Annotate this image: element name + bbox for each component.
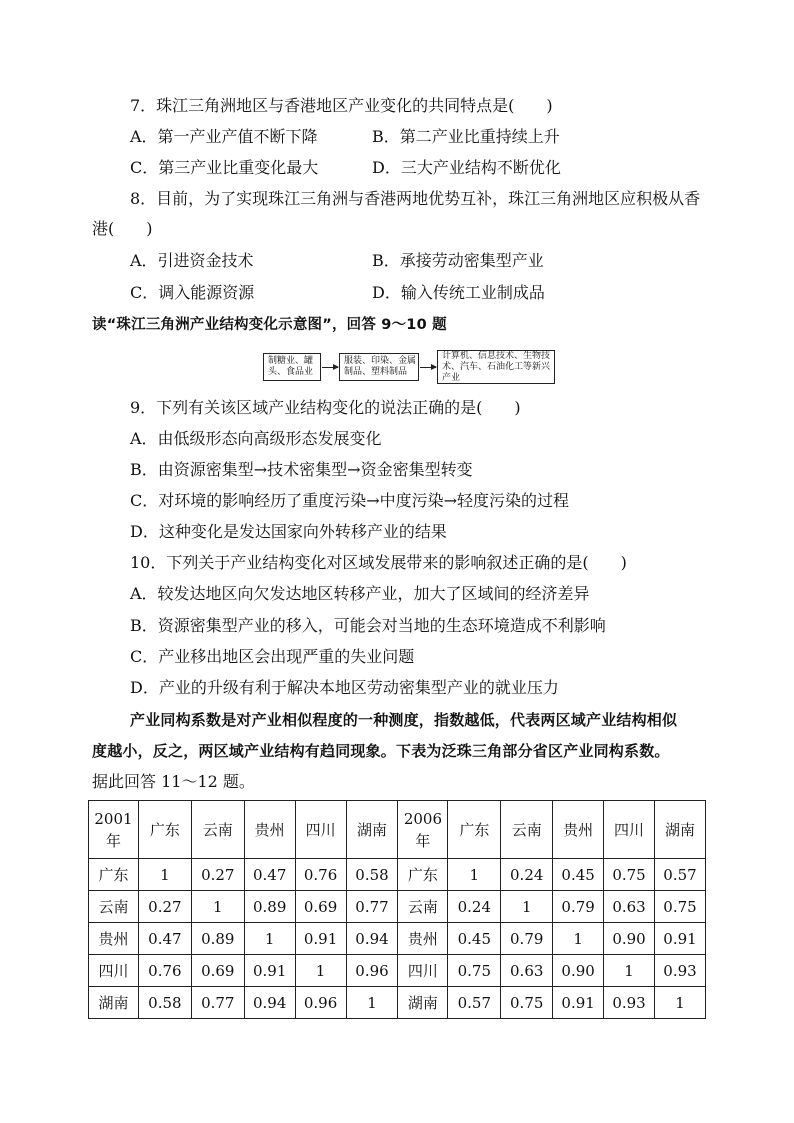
cell-2001: 0.58 <box>346 859 398 891</box>
cell-2006: 0.75 <box>448 955 501 987</box>
year-2006-header <box>398 801 448 859</box>
year-2001-header <box>89 801 139 859</box>
cell-2006: 0.75 <box>654 891 705 923</box>
cell-2001: 0.47 <box>138 923 191 955</box>
cell-2006: 0.63 <box>604 891 655 923</box>
col-header-2006: 贵州 <box>553 801 604 859</box>
cell-2001: 0.69 <box>191 955 244 987</box>
reading-instruction-11-12-line2: 度越小，反之，两区域产业结构有趋同现象。下表为泛珠三角部分省区产业同构系数。 <box>92 742 670 760</box>
cell-2006: 0.57 <box>654 859 705 891</box>
cell-2006: 0.24 <box>448 891 501 923</box>
cell-2006: 1 <box>448 859 501 891</box>
cell-2006: 1 <box>501 891 553 923</box>
question-7-option-c: C．第三产业比重变化最大 <box>130 158 319 177</box>
question-7-stem: 7．珠江三角洲地区与香港地区产业变化的共同特点是( ) <box>130 96 553 115</box>
question-10-option-d: D．产业的升级有利于解决本地区劳动密集型产业的就业压力 <box>130 678 559 697</box>
table-row <box>89 923 706 955</box>
cell-2006: 0.91 <box>553 987 604 1019</box>
table-row <box>89 987 706 1019</box>
question-8-option-d: D．输入传统工业制成品 <box>372 283 545 302</box>
cell-2001: 0.77 <box>191 987 244 1019</box>
question-8-option-b: B．承接劳动密集型产业 <box>372 251 544 270</box>
cell-2001: 0.27 <box>138 891 191 923</box>
row-header-2001: 云南 <box>89 891 139 923</box>
row-header-2006: 云南 <box>398 891 448 923</box>
col-header-2001: 四川 <box>295 801 346 859</box>
reading-instruction-11-12-line3: 据此回答 11～12 题。 <box>92 772 255 791</box>
cell-2006: 0.93 <box>604 987 655 1019</box>
year-2006-suffix: 年 <box>415 831 431 850</box>
cell-2001: 0.91 <box>295 923 346 955</box>
question-9-stem: 9．下列有关该区域产业结构变化的说法正确的是( ) <box>130 398 521 417</box>
question-9-option-b: B．由资源密集型→技术密集型→资金密集型转变 <box>130 460 473 479</box>
cell-2001: 0.94 <box>346 923 398 955</box>
cell-2006: 1 <box>654 987 705 1019</box>
table-header-row <box>89 801 706 859</box>
cell-2001: 0.69 <box>295 891 346 923</box>
cell-2006: 0.91 <box>654 923 705 955</box>
cell-2001: 1 <box>346 987 398 1019</box>
question-10-option-b: B．资源密集型产业的移入，可能会对当地的生态环境造成不利影响 <box>130 616 606 635</box>
col-header-2001: 云南 <box>191 801 244 859</box>
row-header-2001: 四川 <box>89 955 139 987</box>
cell-2006: 1 <box>604 955 655 987</box>
year-2001-number: 2001 <box>94 809 133 828</box>
col-header-2006: 湖南 <box>654 801 705 859</box>
cell-2001: 0.89 <box>191 923 244 955</box>
cell-2001: 1 <box>295 955 346 987</box>
flow-arrow-1 <box>322 367 338 368</box>
cell-2001: 0.76 <box>295 859 346 891</box>
table-row <box>89 955 706 987</box>
question-9-option-a: A．由低级形态向高级形态发展变化 <box>130 429 382 448</box>
question-9-option-c: C．对环境的影响经历了重度污染→中度污染→轻度污染的过程 <box>130 491 570 510</box>
question-8-option-c: C．调入能源资源 <box>130 283 255 302</box>
question-7-option-b: B．第二产业比重持续上升 <box>372 127 560 146</box>
cell-2006: 0.57 <box>448 987 501 1019</box>
cell-2006: 0.45 <box>448 923 501 955</box>
cell-2001: 0.76 <box>138 955 191 987</box>
cell-2006: 0.75 <box>501 987 553 1019</box>
cell-2006: 0.45 <box>553 859 604 891</box>
table-row <box>89 891 706 923</box>
question-10-option-a: A．较发达地区向欠发达地区转移产业，加大了区域间的经济差异 <box>130 584 590 603</box>
table-row <box>89 859 706 891</box>
flow-box-food-industry: 制糖业、罐 头、食品业 <box>263 353 321 381</box>
year-2001-suffix: 年 <box>105 831 121 850</box>
row-header-2001: 广东 <box>89 859 139 891</box>
col-header-2001: 广东 <box>138 801 191 859</box>
cell-2006: 1 <box>553 923 604 955</box>
industry-isomorphism-table <box>88 800 706 1019</box>
cell-2006: 0.24 <box>501 859 553 891</box>
question-7-option-a: A．第一产业产值不断下降 <box>130 127 318 146</box>
col-header-2006: 四川 <box>604 801 655 859</box>
col-header-2006: 广东 <box>448 801 501 859</box>
reading-instruction-9-10: 读“珠江三角洲产业结构变化示意图”，回答 9～10 题 <box>92 317 447 333</box>
question-8-option-a: A．引进资金技术 <box>130 251 254 270</box>
question-10-stem: 10．下列关于产业结构变化对区域发展带来的影响叙述正确的是( ) <box>130 553 627 572</box>
cell-2006: 0.79 <box>553 891 604 923</box>
cell-2006: 0.79 <box>501 923 553 955</box>
flow-box-manufacturing: 服装、印染、金属 制品、塑料制品 <box>339 353 419 381</box>
col-header-2001: 贵州 <box>244 801 295 859</box>
question-8-stem-line2: 港( ) <box>92 219 153 238</box>
cell-2001: 0.96 <box>295 987 346 1019</box>
cell-2001: 0.94 <box>244 987 295 1019</box>
cell-2001: 0.91 <box>244 955 295 987</box>
row-header-2001: 湖南 <box>89 987 139 1019</box>
flow-box-emerging-industry: 计算机、信息技术、生物技 术、汽车、石油化工等新兴 产业 <box>437 350 555 384</box>
reading-instruction-11-12-line1: 产业同构系数是对产业相似程度的一种测度，指数越低，代表两区域产业结构相似 <box>130 711 678 729</box>
year-2006-number: 2006 <box>403 809 442 828</box>
cell-2001: 0.89 <box>244 891 295 923</box>
row-header-2006: 广东 <box>398 859 448 891</box>
cell-2001: 1 <box>244 923 295 955</box>
cell-2006: 0.75 <box>604 859 655 891</box>
cell-2006: 0.90 <box>553 955 604 987</box>
row-header-2006: 湖南 <box>398 987 448 1019</box>
question-10-option-c: C．产业移出地区会出现严重的失业问题 <box>130 647 415 666</box>
cell-2001: 1 <box>191 891 244 923</box>
question-9-option-d: D．这种变化是发达国家向外转移产业的结果 <box>130 522 447 541</box>
col-header-2006: 云南 <box>501 801 553 859</box>
cell-2001: 1 <box>138 859 191 891</box>
question-7-option-d: D．三大产业结构不断优化 <box>372 158 561 177</box>
cell-2006: 0.63 <box>501 955 553 987</box>
flow-arrow-2 <box>420 367 436 368</box>
cell-2006: 0.90 <box>604 923 655 955</box>
cell-2001: 0.27 <box>191 859 244 891</box>
cell-2001: 0.47 <box>244 859 295 891</box>
cell-2001: 0.58 <box>138 987 191 1019</box>
row-header-2006: 贵州 <box>398 923 448 955</box>
col-header-2001: 湖南 <box>346 801 398 859</box>
cell-2001: 0.96 <box>346 955 398 987</box>
cell-2001: 0.77 <box>346 891 398 923</box>
row-header-2006: 四川 <box>398 955 448 987</box>
cell-2006: 0.93 <box>654 955 705 987</box>
question-8-stem-line1: 8．目前，为了实现珠江三角洲与香港两地优势互补，珠江三角洲地区应积极从香 <box>130 189 701 208</box>
industry-structure-flow-diagram <box>263 350 555 384</box>
row-header-2001: 贵州 <box>89 923 139 955</box>
